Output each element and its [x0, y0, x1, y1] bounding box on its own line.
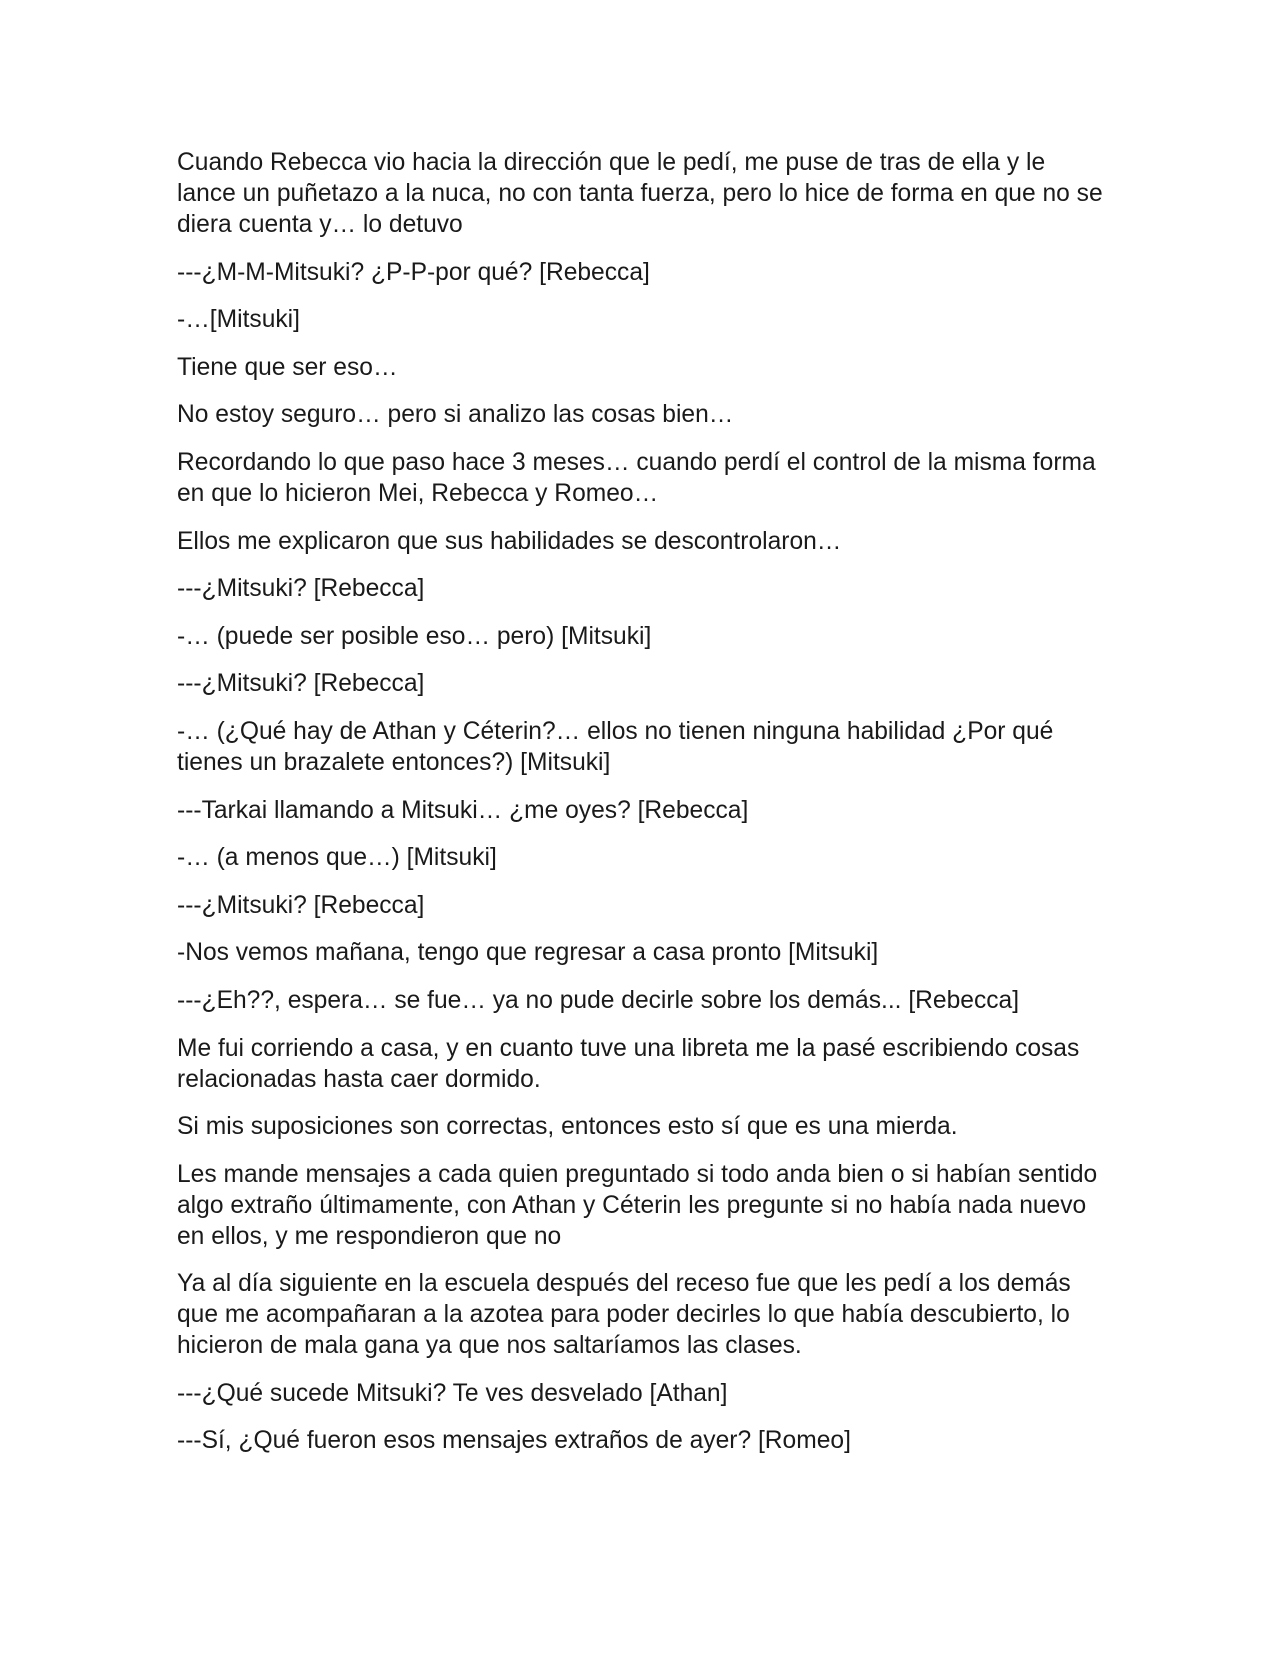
paragraph-22: ---Sí, ¿Qué fueron esos mensajes extraños de ayer? [Romeo] — [177, 1427, 851, 1455]
document-body — [177, 147, 1107, 1473]
paragraph-9: -… (puede ser posible eso… pero) [Mitsuki] — [177, 622, 652, 650]
paragraph-5: No estoy seguro… pero si analizo las cosas bien… — [177, 401, 734, 429]
paragraph-16: ---¿Eh??, espera… se fue… ya no pude decirle sobre los demás... [Rebecca] — [177, 986, 1020, 1014]
paragraph-6: Recordando lo que paso hace 3 meses… cuando perdí el control de la misma forma en que lo hicieron Mei, Rebecca y Romeo… — [177, 448, 1096, 507]
paragraph-8: ---¿Mitsuki? [Rebecca] — [177, 575, 425, 603]
paragraph-17: Me fui corriendo a casa, y en cuanto tuve una libreta me la pasé escribiendo cosas relacionadas hasta caer dormido. — [177, 1034, 1080, 1093]
paragraph-21: ---¿Qué sucede Mitsuki? Te ves desvelado [Athan] — [177, 1379, 728, 1407]
paragraph-3: -…[Mitsuki] — [177, 306, 300, 334]
paragraph-19: Les mande mensajes a cada quien preguntado si todo anda bien o si habían sentido algo extraño últimamente, con Athan y Céterin les pregunte si no había nada nuevo en ellos, y me respondieron que no — [177, 1160, 1098, 1250]
paragraph-4: Tiene que ser eso… — [177, 353, 398, 381]
paragraph-2: ---¿M-M-Mitsuki? ¿P-P-por qué? [Rebecca] — [177, 258, 650, 286]
paragraph-13: -… (a menos que…) [Mitsuki] — [177, 844, 497, 872]
paragraph-15: -Nos vemos mañana, tengo que regresar a casa pronto [Mitsuki] — [177, 939, 879, 967]
paragraph-11: -… (¿Qué hay de Athan y Céterin?… ellos no tienen ninguna habilidad ¿Por qué tienes un brazalete entonces?) [Mitsuki] — [177, 717, 1054, 776]
paragraph-10: ---¿Mitsuki? [Rebecca] — [177, 670, 425, 698]
paragraph-1: Cuando Rebecca vio hacia la dirección que le pedí, me puse de tras de ella y le lance un puñetazo a la nuca, no con tanta fuerza, pero lo hice de forma en que no se diera cuenta y… lo detuvo — [177, 149, 1103, 238]
paragraph-14: ---¿Mitsuki? [Rebecca] — [177, 891, 425, 919]
paragraph-12: ---Tarkai llamando a Mitsuki… ¿me oyes? [Rebecca] — [177, 796, 749, 824]
paragraph-7: Ellos me explicaron que sus habilidades se descontrolaron… — [177, 527, 842, 555]
paragraph-20: Ya al día siguiente en la escuela después del receso fue que les pedí a los demás que me acompañaran a la azotea para poder decirles lo que había descubierto, lo hicieron de mala gana ya que nos saltaríamos las clases. — [177, 1270, 1071, 1360]
paragraph-18: Si mis suposiciones son correctas, entonces esto sí que es una mierda. — [177, 1113, 958, 1141]
